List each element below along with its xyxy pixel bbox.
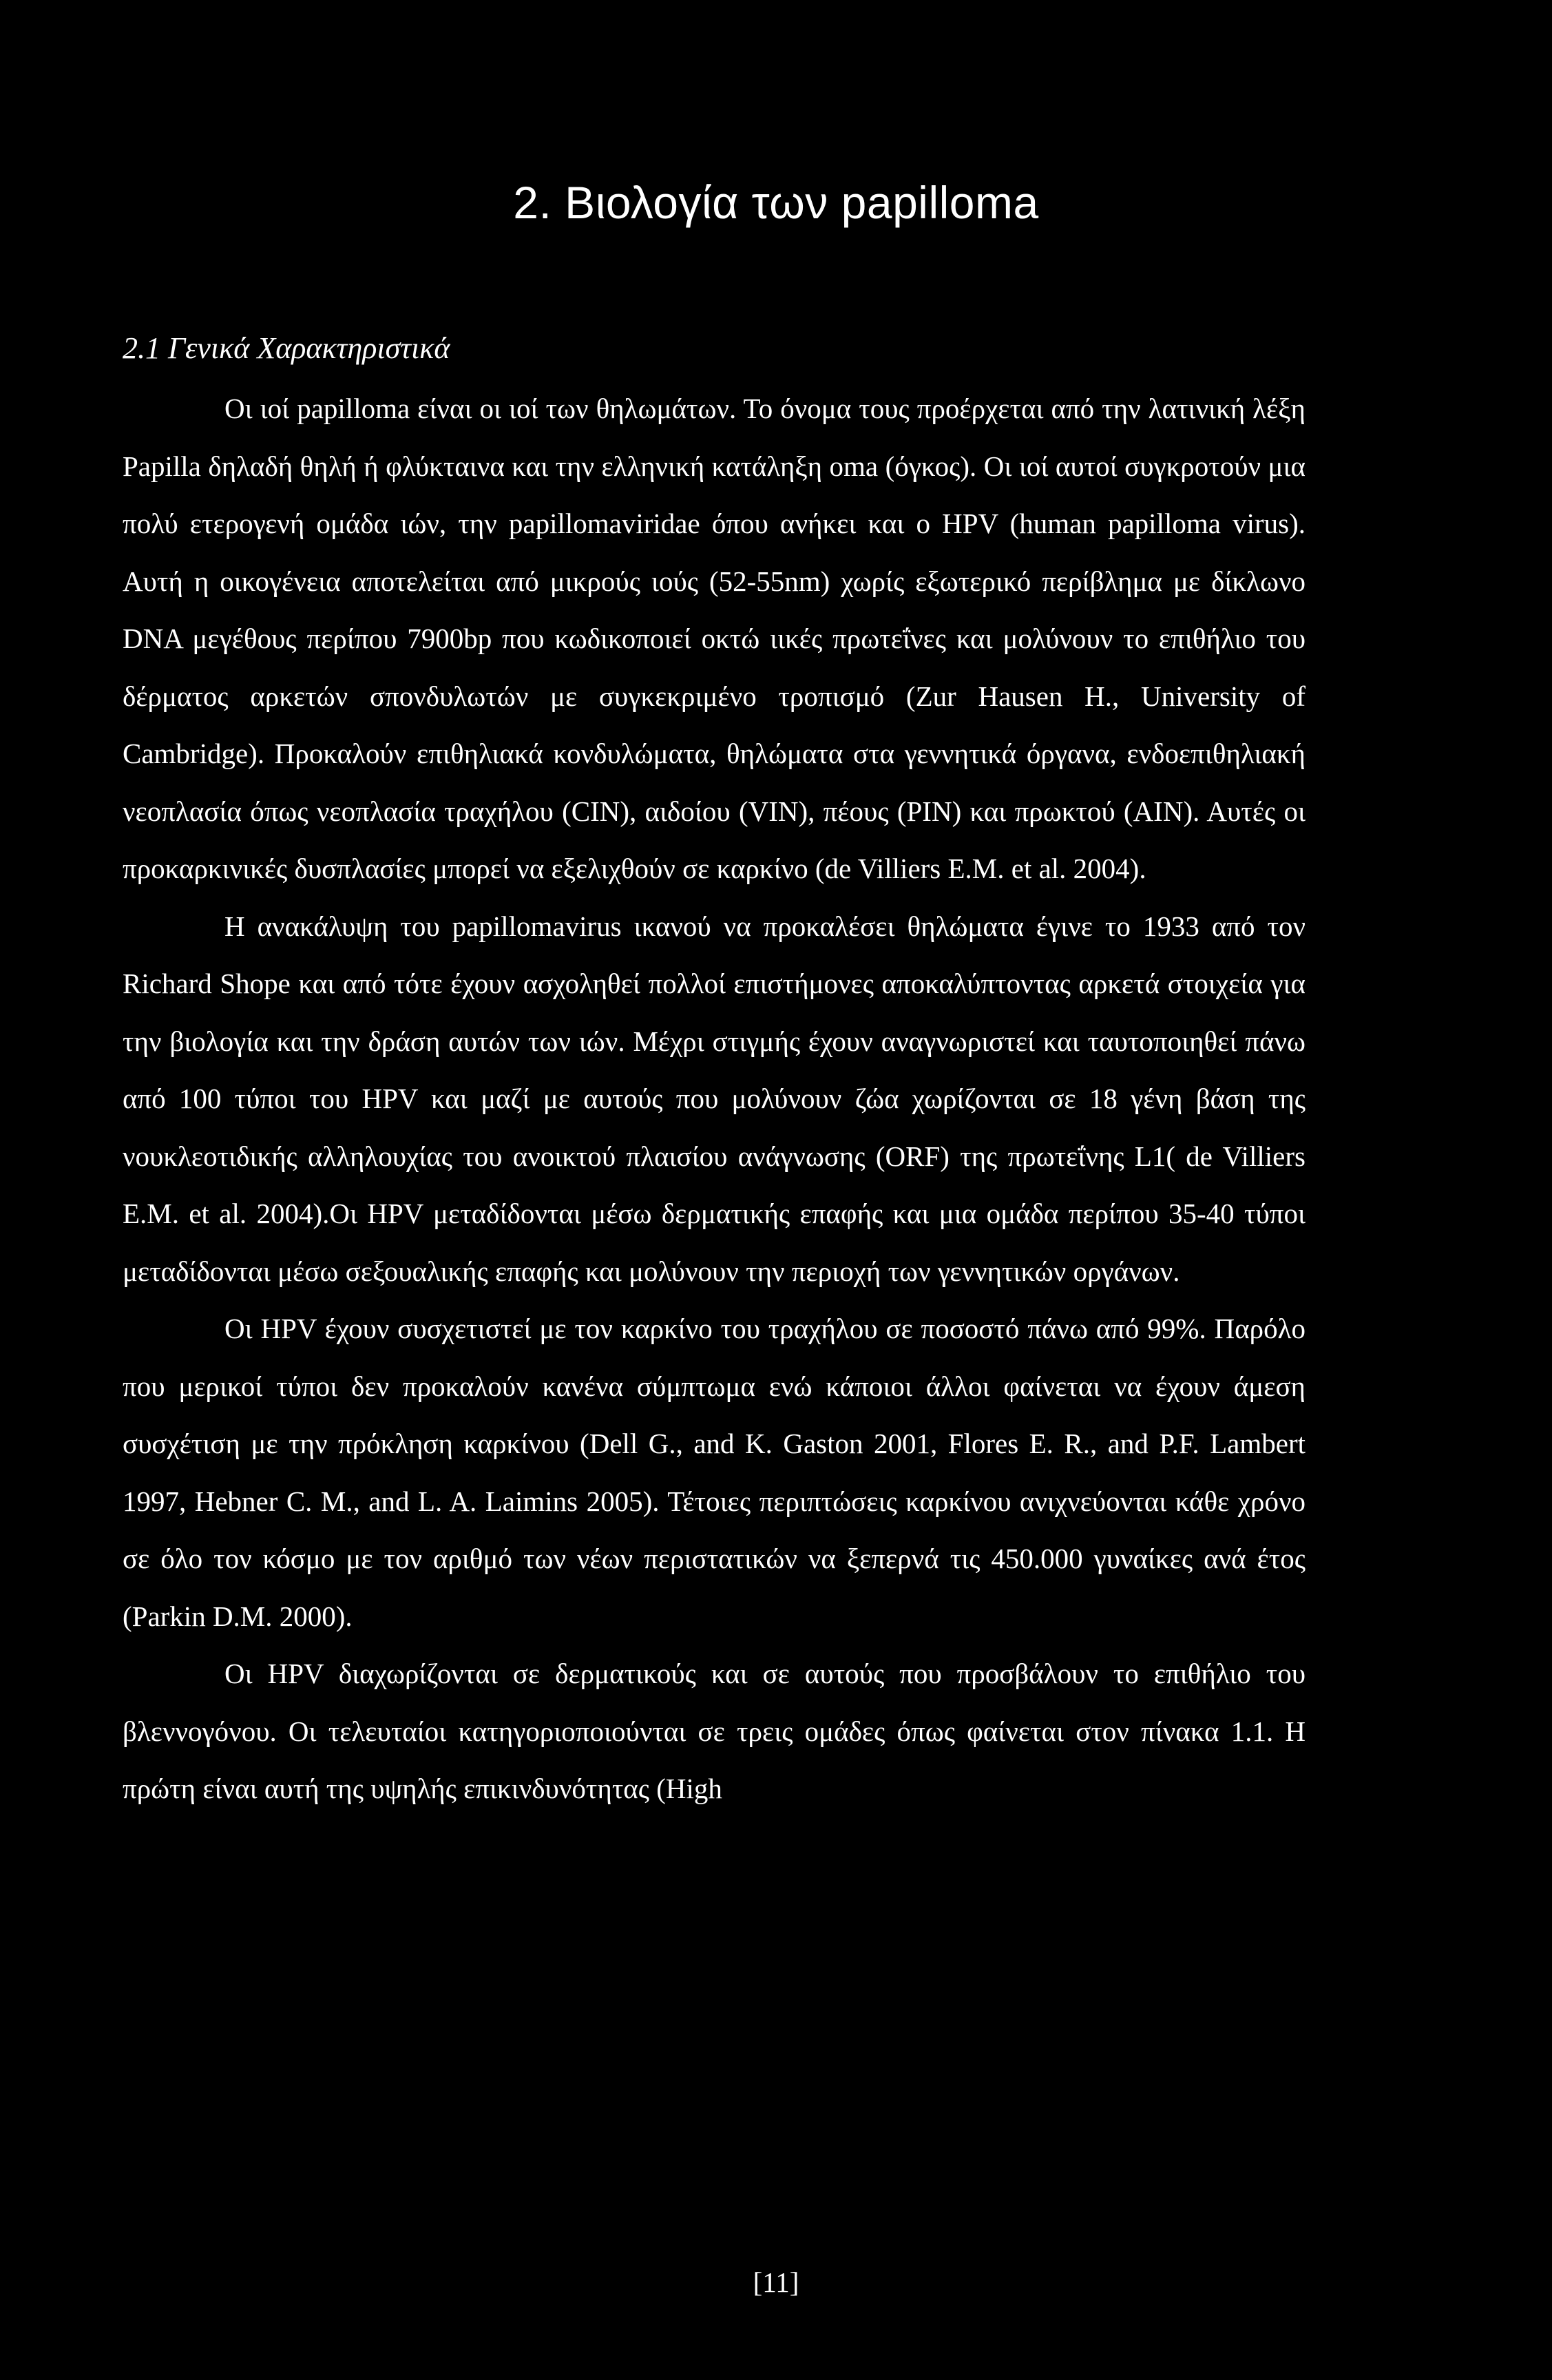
body-text — [123, 380, 1305, 1818]
paragraph-1: Οι ιοί papilloma είναι οι ιοί των θηλωμάτων. Το όνομα τους προέρχεται από την λατινική λέξη Papilla δηλαδή θηλή ή φλύκταινα και την ελληνική κατάληξη oma (όγκος). Οι ιοί αυτοί συγκροτούν μια πολύ ετερογενή ομάδα ιών, την papillomaviridae όπου ανήκει και ο HPV (human papilloma virus). Αυτή η οικογένεια αποτελείται από μικρούς ιούς (52-55nm) χωρίς εξωτερικό περίβλημα με δίκλωνο DNA μεγέθους περίπου 7900bp που κωδικοποιεί οκτώ ιικές πρωτεΐνες και μολύνουν το επιθήλιο του δέρματος αρκετών σπονδυλωτών με συγκεκριμένο τροπισμό (Zur Hausen H., University of Cambridge). Προκαλούν επιθηλιακά κονδυλώματα, θηλώματα στα γεννητικά όργανα, ενδοεπιθηλιακή νεοπλασία όπως νεοπλασία τραχήλου (CIN), αιδοίου (VIN), πέους (PIN) και πρωκτού (AIN). Αυτές οι προκαρκινικές δυσπλασίες μπορεί να εξελιχθούν σε καρκίνο (de Villiers E.M. et al. 2004). — [123, 393, 1305, 884]
paragraph-2: Η ανακάλυψη του papillomavirus ικανού να προκαλέσει θηλώματα έγινε το 1933 από τον Richard Shope και από τότε έχουν ασχοληθεί πολλοί επιστήμονες αποκαλύπτοντας αρκετά στοιχεία για την βιολογία και την δράση αυτών των ιών. Μέχρι στιγμής έχουν αναγνωριστεί και ταυτοποιηθεί πάνω από 100 τύποι του HPV και μαζί με αυτούς που μολύνουν ζώα χωρίζονται σε 18 γένη βάση της νουκλεοτιδικής αλληλουχίας του ανοικτού πλαισίου ανάγνωσης (ORF) της πρωτεΐνης L1( de Villiers E.M. et al. 2004).Οι HPV μεταδίδονται μέσω δερματικής επαφής και μια ομάδα περίπου 35-40 τύποι μεταδίδονται μέσω σεξουαλικής επαφής και μολύνουν την περιοχή των γεννητικών οργάνων. — [123, 910, 1305, 1287]
paragraph-3: Οι HPV έχουν συσχετιστεί με τον καρκίνο του τραχήλου σε ποσοστό πάνω από 99%. Παρόλο που μερικοί τύποι δεν προκαλούν κανένα σύμπτωμα ενώ κάποιοι άλλοι φαίνεται να έχουν άμεση συσχέτιση με την πρόκληση καρκίνου (Dell G., and K. Gaston 2001, Flores E. R., and P.F. Lambert 1997, Hebner C. M., and L. A. Laimins 2005). Τέτοιες περιπτώσεις καρκίνου ανιχνεύονται κάθε χρόνο σε όλο τον κόσμο με τον αριθμό των νέων περιστατικών να ξεπερνά τις 450.000 γυναίκες ανά έτος (Parkin D.M. 2000). — [123, 1313, 1305, 1632]
chapter-title: 2. Βιολογία των papilloma — [513, 177, 1039, 228]
page-number: [11] — [753, 2266, 799, 2298]
section-title: 2.1 Γενικά Χαρακτηριστικά — [123, 331, 450, 365]
paragraph-4: Οι HPV διαχωρίζονται σε δερματικούς και σε αυτούς που προσβάλουν το επιθήλιο του βλεννογόνου. Οι τελευταίοι κατηγοριοποιούνται σε τρεις ομάδες όπως φαίνεται στον πίνακα 1.1. Η πρώτη είναι αυτή της υψηλής επικινδυνότητας (High — [123, 1658, 1305, 1804]
